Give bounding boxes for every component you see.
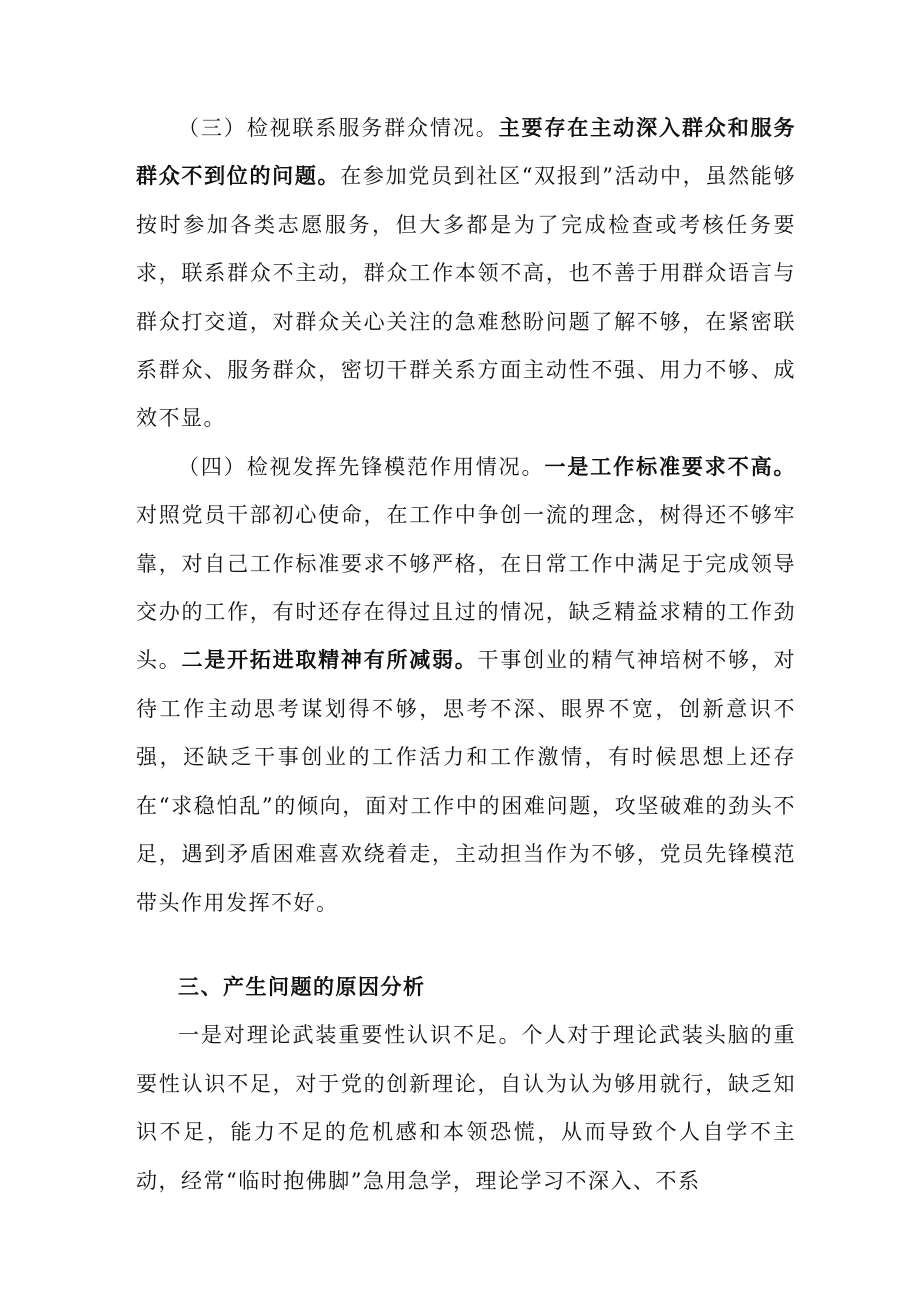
section-3-body: 在参加党员到社区“双报到”活动中，虽然能够按时参加各类志愿服务，但大多都是为了完成检查或考核任务要求，联系群众不主动，群众工作本领不高，也不善于用群众语言与群众打交道，对群众关心关注的急难愁盼问题了解不够，在紧密联系群众、服务群众，密切干群关系方面主动性不强、用力不够、成效不显。 xyxy=(136,164,796,431)
section-3-problem: 主要存在主动深入群众和服务群众不到位的问题。 xyxy=(136,115,797,189)
section-4-point-1: 一是工作标准要求不高。 xyxy=(544,453,797,479)
section-4-body-2: 干事创业的精气神培树不够，对待工作主动思考谋划得不够，思考不深、眼界不宽，创新意识不强，还缺乏干事创业的工作活力和工作激情，有时候思想上还存在“求稳怕乱”的倾向，面对工作中的困难问题，攻坚破难的劲头不足，遇到矛盾困难喜欢绕着走，主动担当作为不够，党员先锋模范带头作用发挥不好。 xyxy=(136,648,797,915)
section-4-lead: （四）检视发挥先锋模范作用情况。 xyxy=(178,454,545,479)
section-4-body-1: 对照党员干部初心使命，在工作中争创一流的理念，树得还不够牢靠，对自己工作标准要求不够严格，在日常工作中满足于完成领导交办的工作，有时还存在得过且过的情况，缺乏精益求精的工作劲头。 xyxy=(136,503,796,673)
section-heading: 三、产生问题的原因分析 xyxy=(178,973,426,999)
document-page xyxy=(136,104,796,1205)
paragraph-section-4 xyxy=(136,443,796,927)
section-4-point-2: 二是开拓进取精神有所减弱。 xyxy=(181,647,478,673)
paragraph-section-3 xyxy=(136,104,796,443)
paragraph-cause-1: 一是对理论武装重要性认识不足。个人对于理论武装头脑的重要性认识不足，对于党的创新理论，自认为认为够用就行，缺乏知识不足，能力不足的危机感和本领恐慌，从而导致个人自学不主动，经常“临时抱佛脚”急用急学，理论学习不深入、不系 xyxy=(136,1023,796,1193)
section-3-lead: （三）检视联系服务群众情况。 xyxy=(178,116,499,140)
